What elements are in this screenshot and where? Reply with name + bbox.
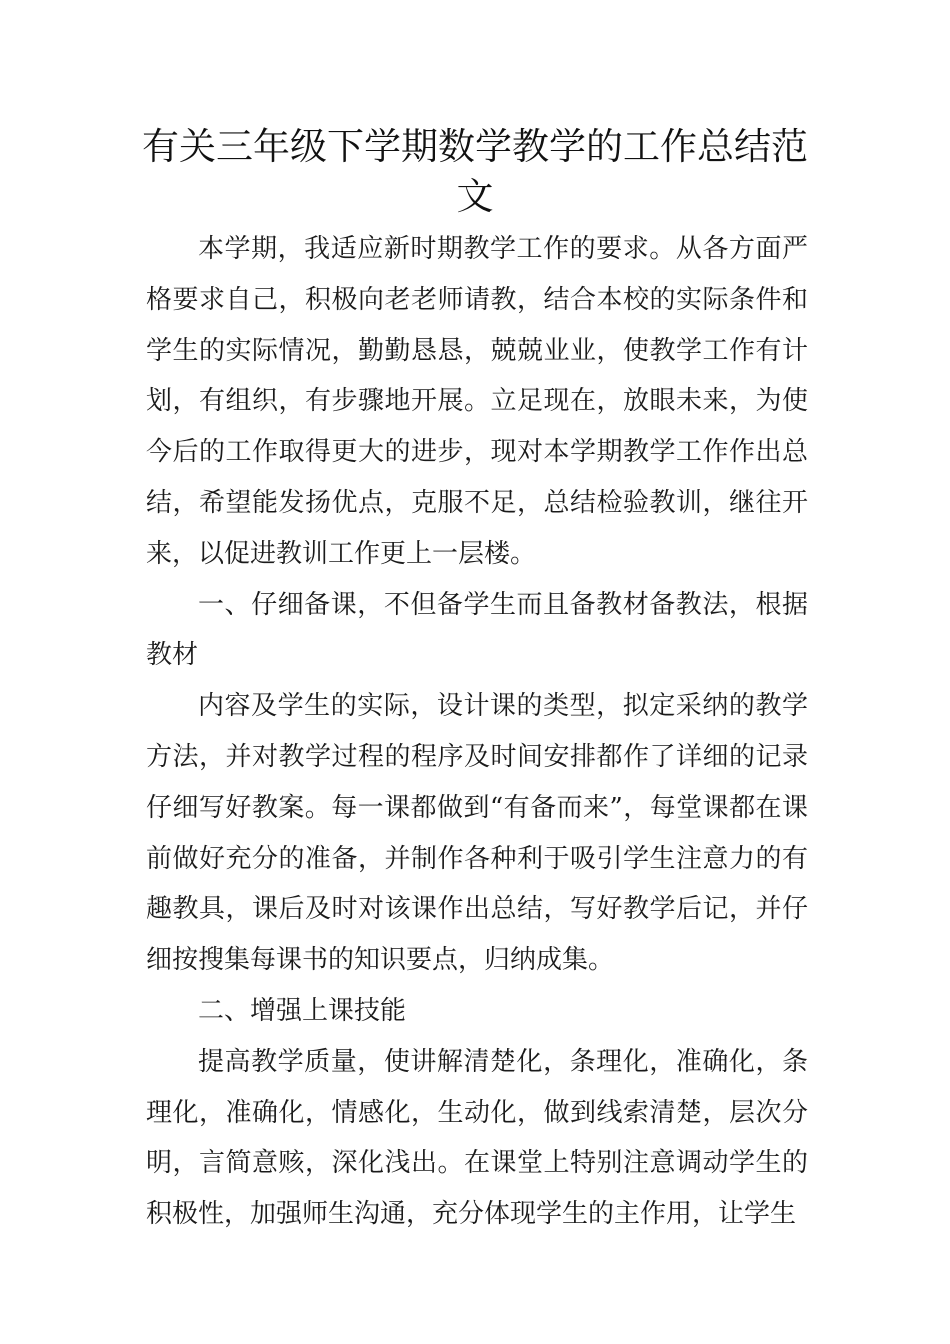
section-heading-2: 二、增强上课技能 (198, 995, 407, 1026)
paragraph-preparation: 内容及学生的实际，设计课的类型，拟定采纳的教学方法，并对教学过程的程序及时间安排都作了详细的记录仔细写好教案。每一课都做到“有备而来”，每堂课都在课前做好充分的准备，并制作各种利于吸引学生注意力的有趣教具，课后及时对该课作出总结，写好教学后记，并仔细按搜集每课书的知识要点，归纳成集。 (146, 691, 808, 976)
document-title: 有关三年级下学期数学教学的工作总结范文 (142, 125, 808, 218)
section-heading-1: 一、仔细备课，不但备学生而且备教材备教法，根据教材 (146, 589, 808, 671)
paragraph-teaching-skills: 提高教学质量，使讲解清楚化，条理化，准确化，条理化，准确化，情感化，生动化，做到线索清楚，层次分明，言简意赅，深化浅出。在课堂上特别注意调动学生的积极性，加强师生沟通，充分体现学生的主作用，让学生 (146, 1046, 808, 1230)
paragraph-intro: 本学期，我适应新时期教学工作的要求。从各方面严格要求自己，积极向老老师请教，结合本校的实际条件和学生的实际情况，勤勤恳恳，兢兢业业，使教学工作有计划，有组织，有步骤地开展。立足现在，放眼未来，为使今后的工作取得更大的进步，现对本学期教学工作作出总结，希望能发扬优点，克服不足，总结检验教训，继往开来，以促进教训工作更上一层楼。 (146, 234, 808, 569)
document-body (146, 224, 808, 1240)
